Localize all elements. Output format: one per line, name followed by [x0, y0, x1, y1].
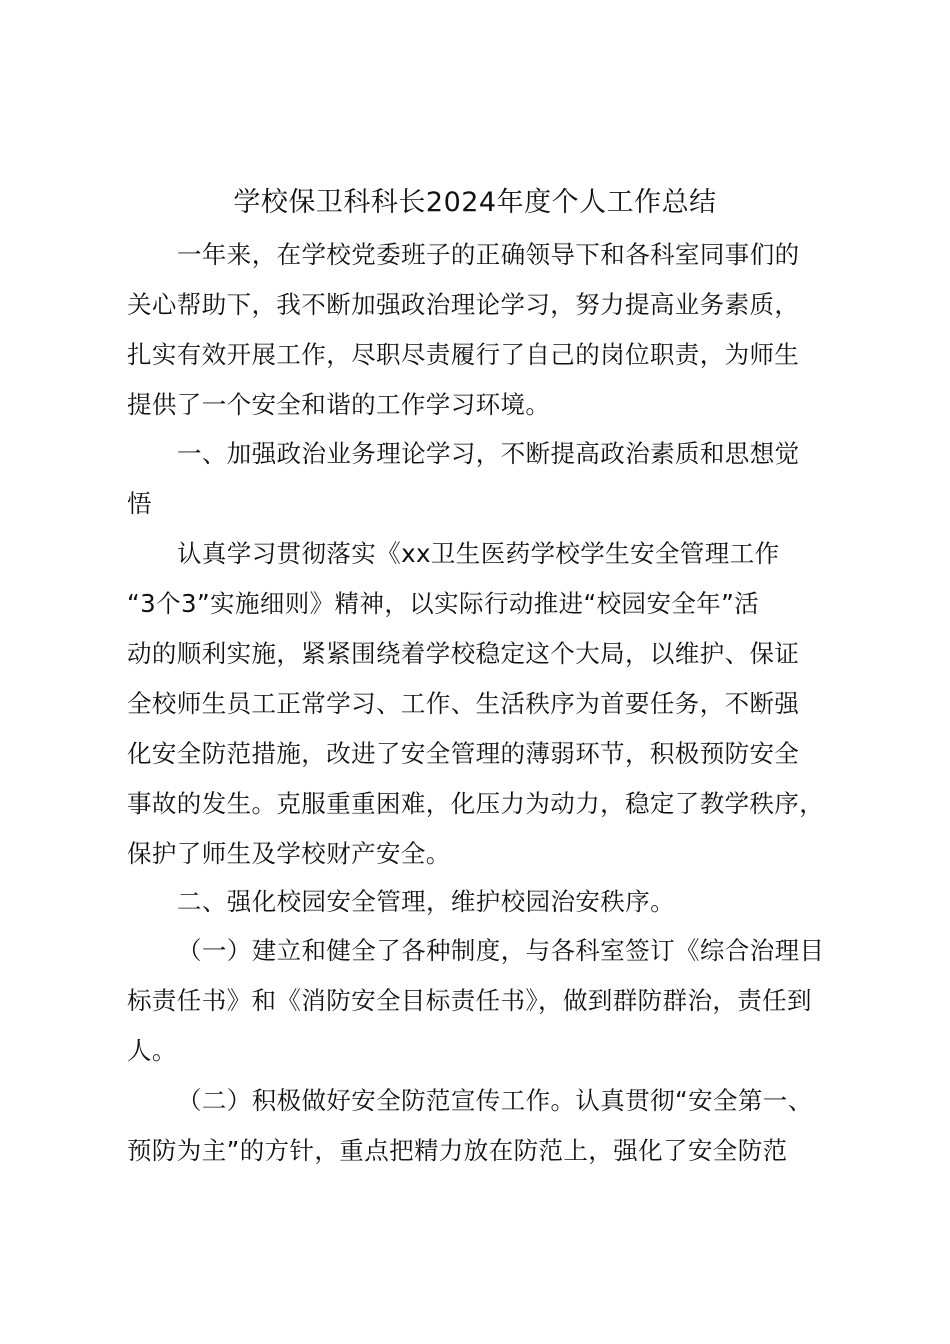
- paragraph-item-2: [127, 1076, 847, 1176]
- text-line: 化安全防范措施，改进了安全管理的薄弱环节，积极预防安全: [127, 739, 800, 768]
- text-line: 事故的发生。克服重重困难，化压力为动力，稳定了教学秩序，: [127, 789, 825, 818]
- text-line: 二、强化校园安全管理，维护校园治安秩序。: [177, 887, 675, 916]
- text-line: 保护了师生及学校财产安全。: [127, 839, 451, 868]
- text-line: 动的顺利实施，紧紧围绕着学校稳定这个大局，以维护、保证: [127, 639, 800, 668]
- text-line: “3个3”实施细则》精神，以实际行动推进“校园安全年”活: [127, 589, 760, 618]
- text-line: 关心帮助下，我不断加强政治理论学习，努力提高业务素质，: [127, 290, 800, 319]
- text-line: 认真学习贯彻落实《xx卫生医药学校学生安全管理工作: [177, 539, 780, 568]
- text-line: 人。: [127, 1036, 177, 1065]
- paragraph-item-1: [127, 926, 847, 1076]
- text-line: 一、加强政治业务理论学习，不断提高政治素质和思想觉: [177, 439, 800, 468]
- text-line: 一年来，在学校党委班子的正确领导下和各科室同事们的: [177, 240, 800, 269]
- paragraph-intro: [127, 230, 847, 430]
- text-line: 预防为主”的方针，重点把精力放在防范上，强化了安全防范: [127, 1136, 788, 1165]
- text-line: 标责任书》和《消防安全目标责任书》，做到群防群治，责任到: [127, 986, 812, 1015]
- text-line: 全校师生员工正常学习、工作、生活秩序为首要任务，不断强: [127, 689, 800, 718]
- text-line: 提供了一个安全和谐的工作学习环境。: [127, 390, 551, 419]
- document-title: 学校保卫科科长2024年度个人工作总结: [233, 187, 717, 218]
- text-line: 扎实有效开展工作，尽职尽责履行了自己的岗位职责，为师生: [127, 340, 800, 369]
- section-heading-2: [127, 877, 847, 927]
- section-heading-1: [127, 429, 847, 529]
- text-line: （二）积极做好安全防范宣传工作。认真贯彻“安全第一、: [177, 1086, 813, 1115]
- text-line: 悟: [127, 489, 152, 518]
- text-line: （一）建立和健全了各种制度，与各科室签订《综合治理目: [177, 936, 825, 965]
- paragraph-section-1: [127, 529, 847, 879]
